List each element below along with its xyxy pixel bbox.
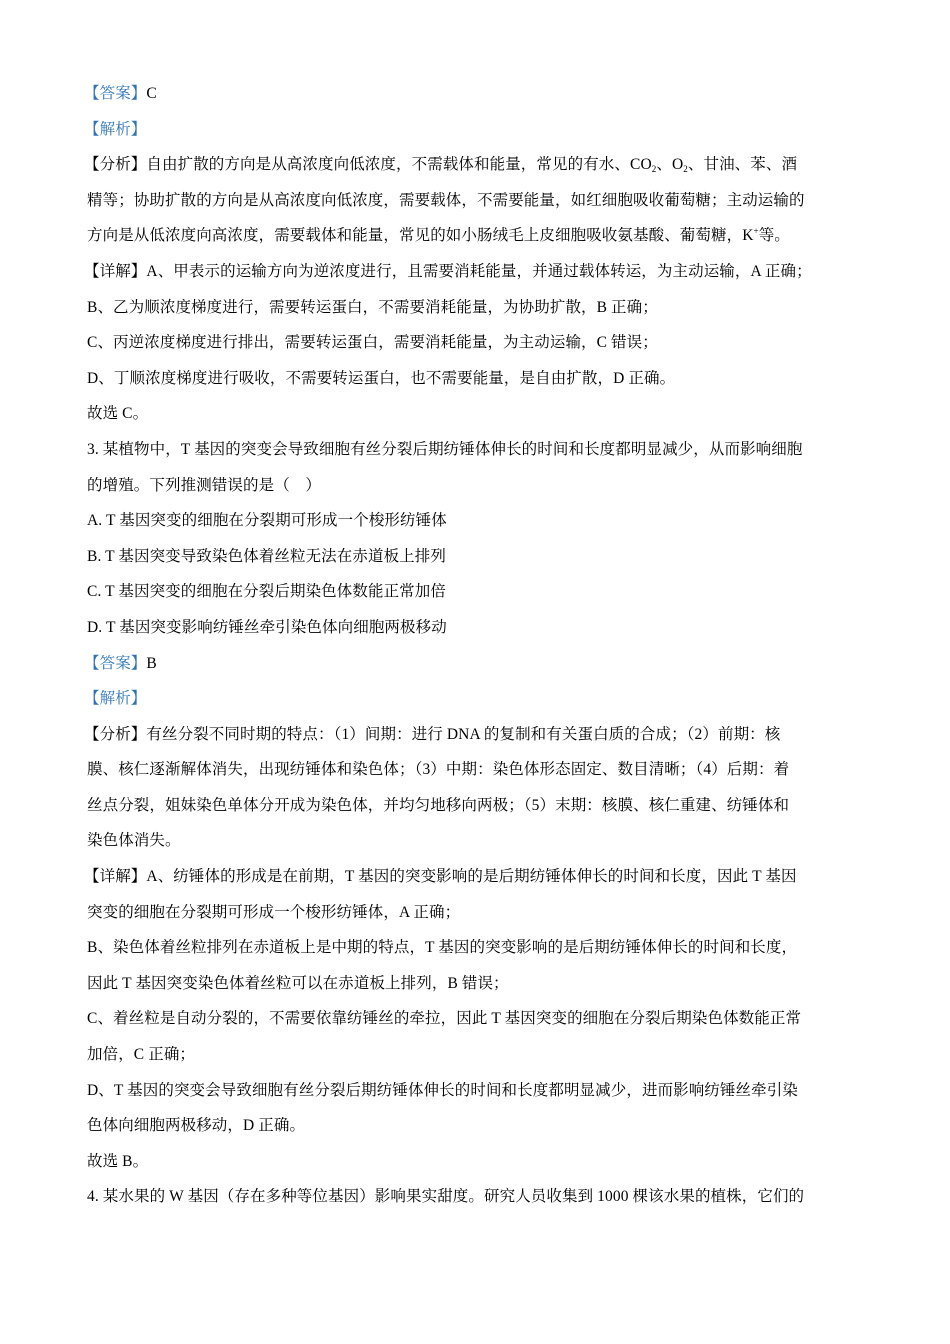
text-run: 自由扩散的方向是从高浓度向低浓度，不需载体和能量，常见的有水、CO [146, 156, 652, 174]
q3-xiangjie-line-5: C、着丝粒是自动分裂的，不需要依靠纺锤丝的牵拉，因此 T 基因突变的细胞在分裂后期染色体数能正常 [87, 1010, 802, 1028]
text-run: 有丝分裂不同时期的特点：（1）间期：进行 DNA 的复制和有关蛋白质的合成；（2）前期：核 [146, 725, 781, 743]
q3-stem-line-2: 的增殖。下列推测错误的是（ ） [87, 476, 322, 494]
text-run: A、纺锤体的形成是在前期，T 基因的突变影响的是后期纺锤体伸长的时间和长度，因此 T 基因 [146, 868, 797, 886]
q3-fenxi-line-2: 膜、核仁逐渐解体消失，出现纺锤体和染色体；（3）中期：染色体形态固定、数目清晰；（4）后期：着 [87, 761, 790, 779]
q3-xiangjie-line-8: 色体向细胞两极移动，D 正确。 [87, 1117, 306, 1135]
xiangjie-label: 【详解】 [84, 262, 147, 280]
superscript: + [753, 226, 759, 237]
q3-option-d: D. T 基因突变影响纺锤丝牵引染色体向细胞两极移动 [87, 618, 447, 636]
text-run: 等。 [758, 227, 790, 245]
text-run: 、甘油、苯、酒 [687, 156, 798, 174]
answer-label: 【答案】 [84, 85, 147, 102]
q3-fenxi-line-1 [84, 717, 867, 753]
q2-answer-line [84, 76, 867, 112]
analysis-label: 【解析】 [84, 690, 147, 708]
analysis-label: 【解析】 [84, 120, 147, 138]
xiangjie-label: 【详解】 [84, 868, 147, 886]
q2-fenxi-line-1 [84, 147, 867, 183]
fenxi-label: 【分析】 [84, 725, 147, 743]
q4-stem-line-1: 4. 某水果的 W 基因（存在多种等位基因）影响果实甜度。研究人员收集到 1000 棵该水果的植株，它们的 [87, 1188, 805, 1206]
q3-xiangjie-line-3: B、染色体着丝粒排列在赤道板上是中期的特点，T 基因的突变影响的是后期纺锤体伸长的时间和长度， [87, 939, 798, 957]
q2-fenxi-line-3 [87, 218, 867, 254]
q2-xiangjie-line-3: C、丙逆浓度梯度进行排出，需要转运蛋白，需要消耗能量，为主动运输，C 错误； [87, 334, 658, 352]
q2-xiangjie-line-2: B、乙为顺浓度梯度进行，需要转运蛋白，不需要消耗能量，为协助扩散，B 正确； [87, 298, 658, 316]
subscript: 2 [683, 164, 688, 175]
text-run: 方向是从低浓度向高浓度，需要载体和能量，常见的如小肠绒毛上皮细胞吸收氨基酸、葡萄糖，K [87, 227, 754, 245]
q2-xiangjie-line-1 [84, 254, 867, 290]
q3-xiangjie-line-7: D、T 基因的突变会导致细胞有丝分裂后期纺锤体伸长的时间和长度都明显减少，进而影响纺锤丝牵引染 [87, 1081, 798, 1099]
q3-option-b: B. T 基因突变导致染色体着丝粒无法在赤道板上排列 [87, 547, 446, 565]
document-page [84, 76, 867, 1215]
answer-value: C [146, 85, 157, 102]
q3-xiangjie-line-6: 加倍，C 正确； [87, 1046, 196, 1064]
q3-option-a: A. T 基因突变的细胞在分裂期可形成一个梭形纺锤体 [87, 512, 447, 530]
q3-fenxi-line-4: 染色体消失。 [87, 832, 181, 850]
q3-conclusion: 故选 B。 [87, 1152, 149, 1170]
q3-option-c: C. T 基因突变的细胞在分裂后期染色体数能正常加倍 [87, 583, 446, 601]
q3-stem-line-1: 3. 某植物中，T 基因的突变会导致细胞有丝分裂后期纺锤体伸长的时间和长度都明显减少，从而影响细胞 [87, 440, 803, 458]
text-run: A、甲表示的运输方向为逆浓度进行，且需要消耗能量，并通过载体转运，为主动运输，A 正确； [146, 262, 812, 280]
q2-xiangjie-line-4: D、丁顺浓度梯度进行吸收，不需要转运蛋白，也不需要能量，是自由扩散，D 正确。 [87, 369, 676, 387]
answer-label: 【答案】 [84, 654, 147, 672]
q3-fenxi-line-3: 丝点分裂，姐妹染色单体分开成为染色体，并均匀地移向两极；（5）末期：核膜、核仁重建、纺锤体和 [87, 796, 790, 814]
q2-fenxi-line-2: 精等；协助扩散的方向是从高浓度向低浓度，需要载体，不需要能量，如红细胞吸收葡萄糖；主动运输的 [87, 191, 805, 209]
answer-value: B [146, 654, 157, 672]
q3-xiangjie-line-1 [84, 859, 867, 895]
subscript: 2 [651, 164, 657, 175]
q2-conclusion: 故选 C。 [87, 405, 149, 423]
q3-answer-line [84, 646, 867, 682]
text-run: 、O [656, 156, 684, 174]
q3-xiangjie-line-2: 突变的细胞在分裂期可形成一个梭形纺锤体，A 正确； [87, 903, 461, 921]
fenxi-label: 【分析】 [84, 156, 147, 174]
q2-analysis-heading [84, 112, 867, 148]
q3-analysis-heading [84, 681, 867, 717]
q3-xiangjie-line-4: 因此 T 基因突变染色体着丝粒可以在赤道板上排列，B 错误； [87, 974, 509, 992]
